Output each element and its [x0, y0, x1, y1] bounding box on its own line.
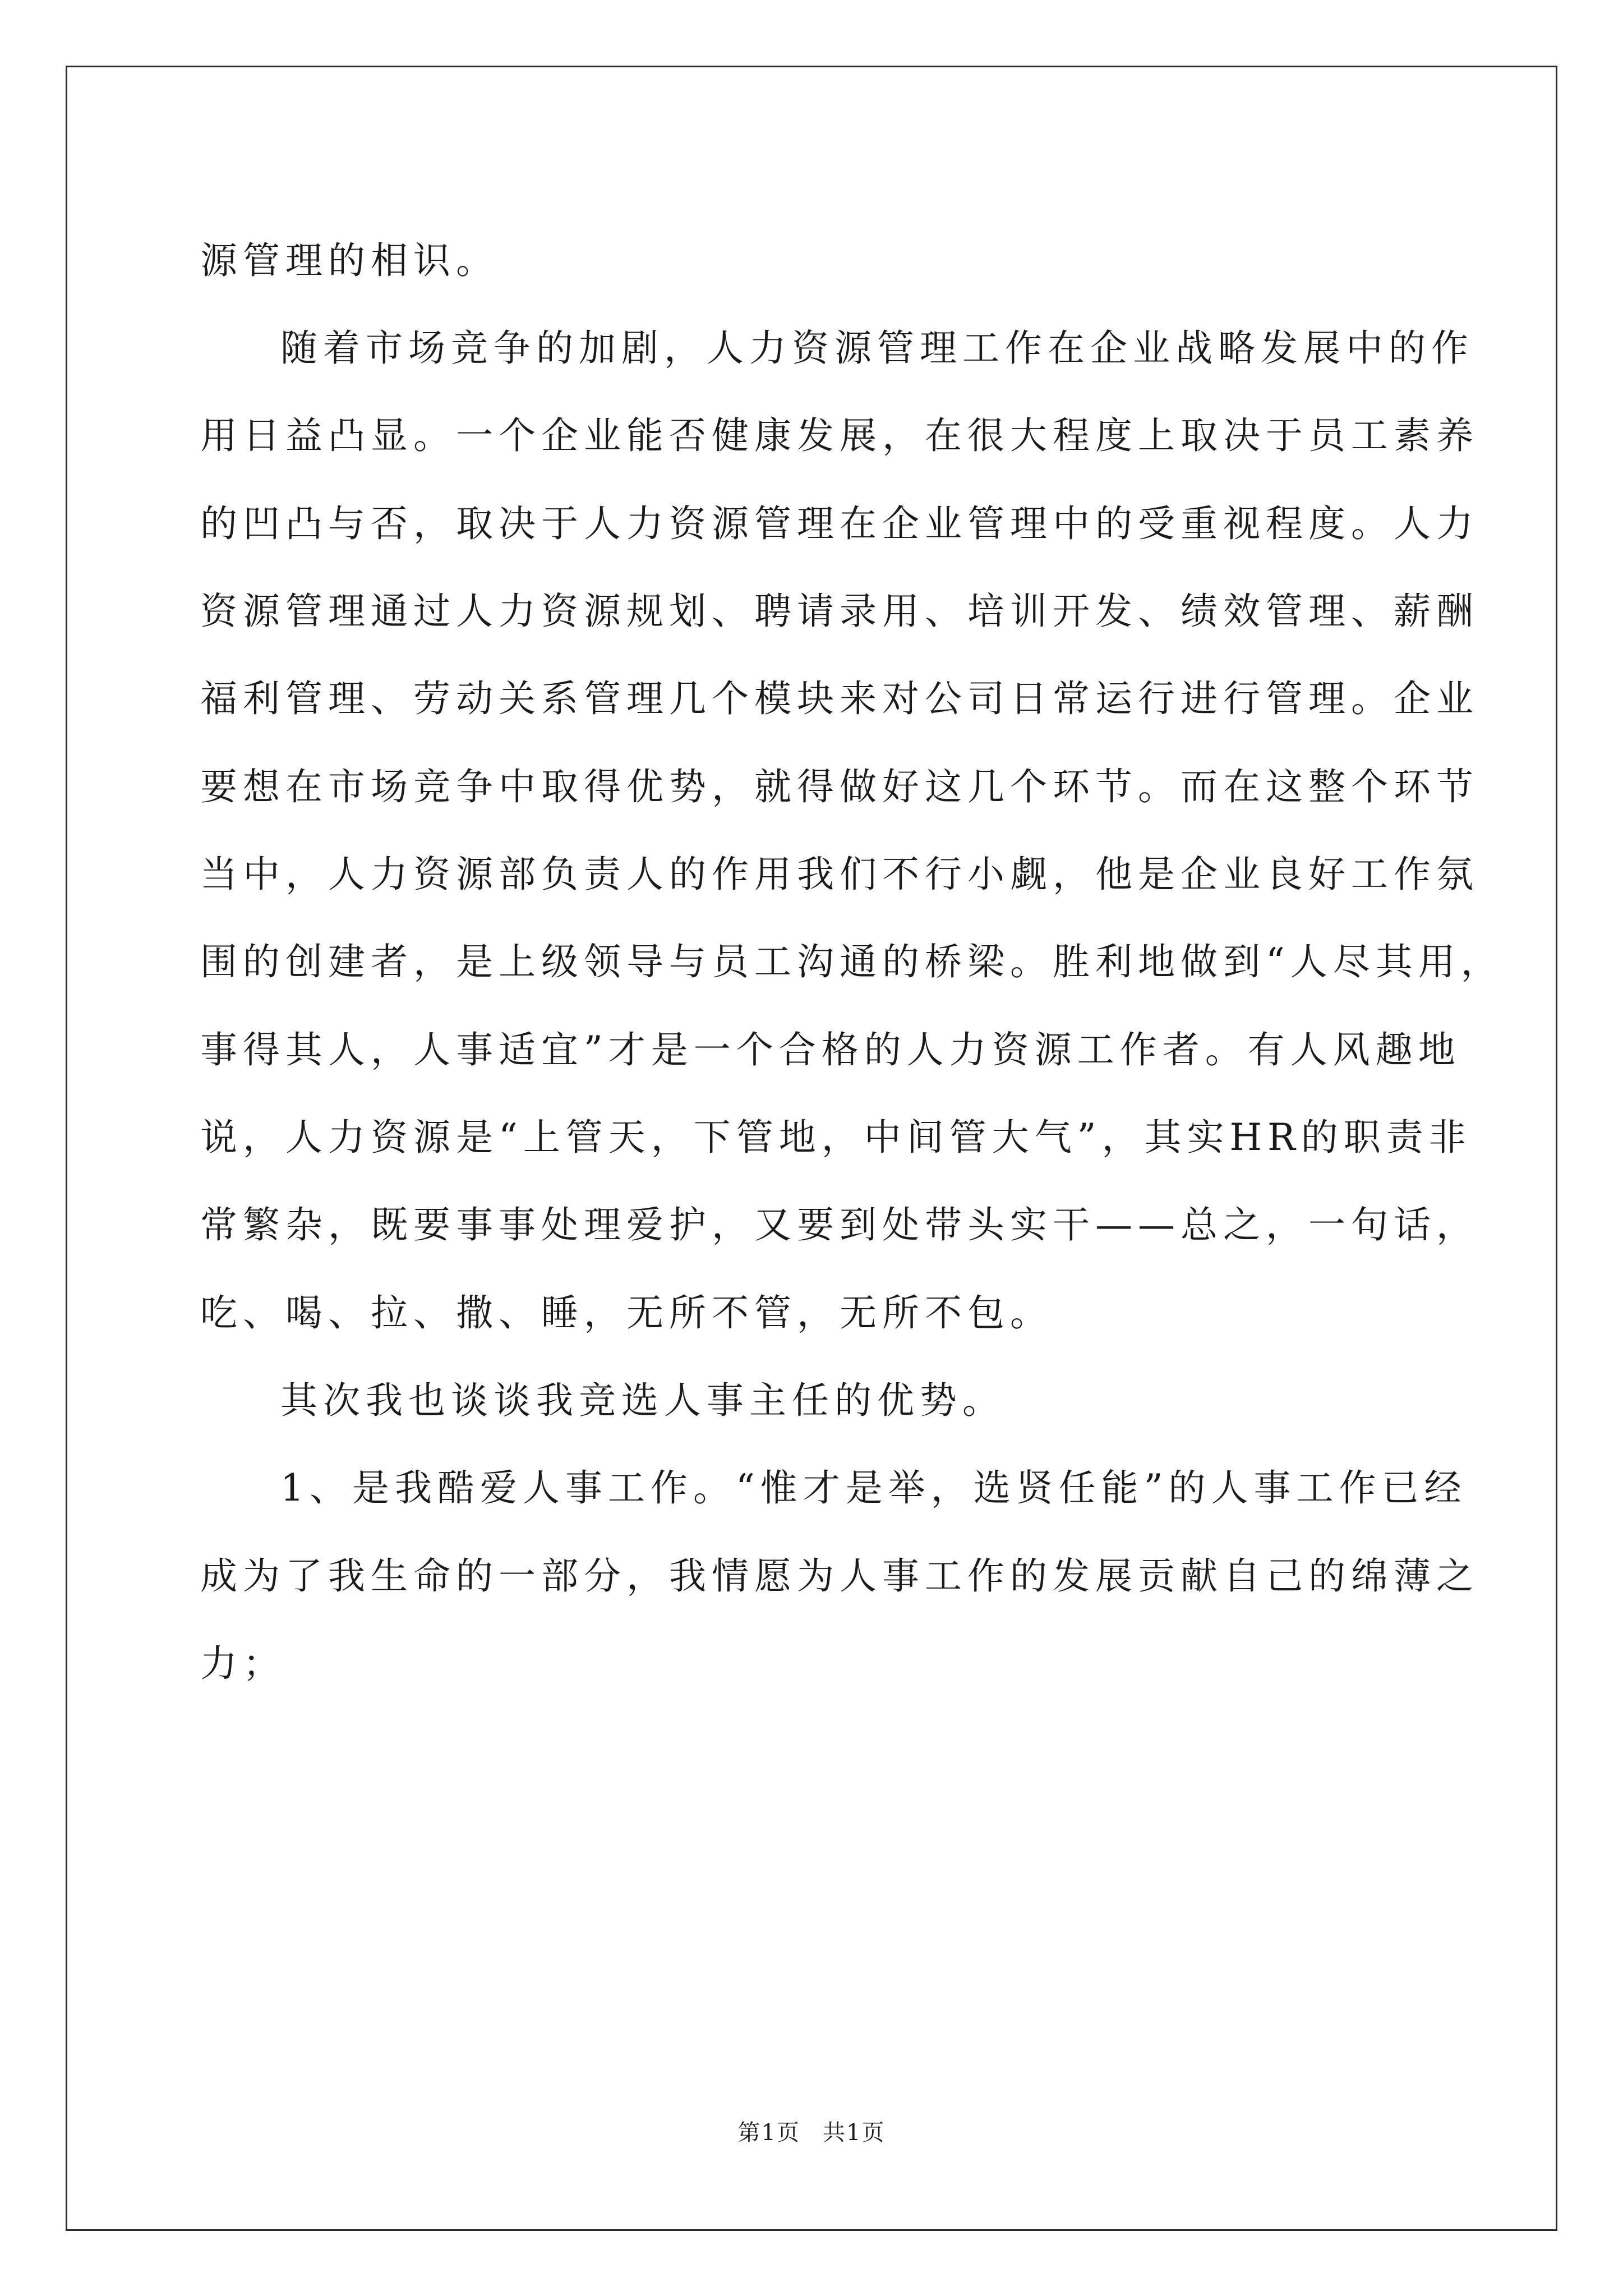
- text-line: 福利管理、劳动关系管理几个模块来对公司日常运行进行管理。企业: [200, 677, 1479, 720]
- text-line: 说，人力资源是“上管天，下管地，中间管大气”，其实HR的职责非: [200, 1116, 1472, 1159]
- page-number: 第1页: [737, 2120, 800, 2146]
- text-line: 资源管理通过人力资源规划、聘请录用、培训开发、绩效管理、薪酬: [200, 590, 1479, 633]
- text-line: 成为了我生命的一部分，我情愿为人事工作的发展贡献自己的绵薄之: [200, 1554, 1479, 1598]
- text-line: 常繁杂，既要事事处理爱护，又要到处带头实干——总之，一句话，: [200, 1203, 1479, 1246]
- text-line: 随着市场竞争的加剧，人力资源管理工作在企业战略发展中的作: [280, 326, 1474, 370]
- text-line: 吃、喝、拉、撒、睡，无所不管，无所不包。: [200, 1291, 1053, 1335]
- text-line: 当中，人力资源部负责人的作用我们不行小觑，他是企业良好工作氛: [200, 853, 1479, 896]
- text-line: 要想在市场竞争中取得优势，就得做好这几个环节。而在这整个环节: [200, 765, 1479, 808]
- text-line: 力；: [200, 1642, 285, 1685]
- page-total: 共1页: [823, 2120, 886, 2146]
- page-footer: [0, 2115, 1623, 2147]
- text-line: 源管理的相识。: [200, 239, 499, 282]
- text-line: 用日益凸显。一个企业能否健康发展，在很大程度上取决于员工素养: [200, 414, 1479, 457]
- text-line: 围的创建者，是上级领导与员工沟通的桥梁。胜利地做到“人尽其用，: [200, 940, 1504, 983]
- text-line: 的凹凸与否，取决于人力资源管理在企业管理中的受重视程度。人力: [200, 502, 1479, 545]
- text-line: 其次我也谈谈我竞选人事主任的优势。: [280, 1379, 1005, 1422]
- text-line: 1、是我酷爱人事工作。“惟才是举，选贤任能”的人事工作已经: [280, 1466, 1467, 1510]
- text-line: 事得其人，人事适宜”才是一个合格的人力资源工作者。有人风趣地: [200, 1028, 1461, 1071]
